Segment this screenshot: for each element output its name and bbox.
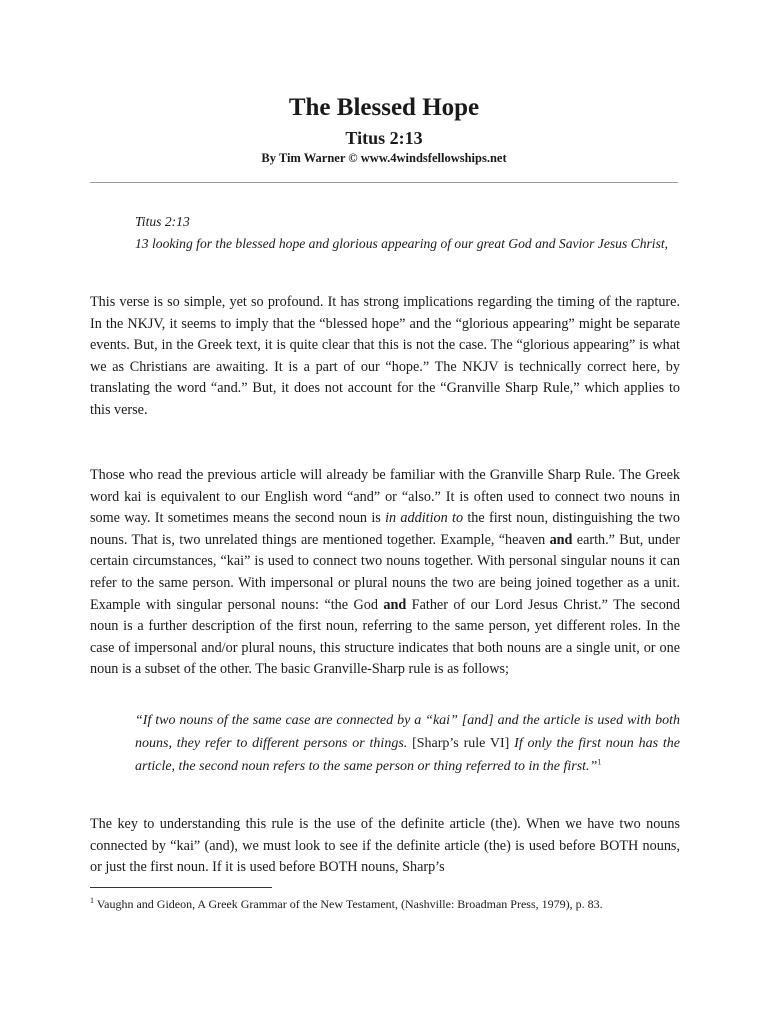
footnote-divider [90,887,272,888]
paragraph-text: Father of our Lord Jesus Christ.” The second noun is a further description of the first noun, referring to the same person, yet different roles. In the case of impersonal and/or plural nouns, this structure indicates that both nouns are a single unit, or one noun is a subset of the other. The basic Granville-Sharp rule is as follows; [90,596,680,678]
paragraph-text: Those who read the previous article will already be familiar with the Granville Sharp Rule. The Greek word kai is equivalent to our English word “and” or “also.” It is often used to connect two nouns in some way. It sometimes means the second noun is [90,467,680,527]
paragraph-bold: and [383,596,407,613]
document-subtitle: Titus 2:13 [345,128,423,148]
quote-citation: [Sharp’s rule VI] [407,736,515,751]
footnote-text: Vaughn and Gideon, A Greek Grammar of the New Testament, (Nashville: Broadman Press, 1979), p. 83. [94,897,603,911]
scripture-reference: Titus 2:13 [135,214,190,229]
paragraph-text: the first noun, distinguishing the two nouns. That is, two unrelated things are mentioned together. Example, “heaven [90,510,680,548]
paragraph-definite-article: The key to understanding this rule is the use of the definite article (the). When we have two nouns connected by “kai” (and), we must look to see if the definite article (the) is used before BOTH nouns, or just the first noun. If it is used before BOTH nouns, Sharp’s [90,816,680,876]
footnote-reference[interactable]: 1 [597,757,602,767]
paragraph-text: earth.” But, under certain circumstances, “kai” is used to connect two nouns together. With personal singular nouns it can refer to the same person. With impersonal or plural nouns the two are being joined together as a unit. Example with singular personal nouns: “the God [90,531,680,613]
paragraph-intro: This verse is so simple, yet so profound. It has strong implications regarding the timing of the rapture. In the NKJV, it seems to imply that the “blessed hope” and the “glorious appearing” might be separate events. But, in the Greek text, it is quite clear that this is not the case. The “glorious appearing” is what we as Christians are awaiting. It is a part of our “hope.” The NKJV is technically correct here, by translating the word “and.” But, it does not account for the “Granville Sharp Rule,” which applies to this verse. [90,294,680,418]
paragraph-bold: and [549,531,573,548]
rule-quote [135,709,680,778]
quote-text: “If two nouns of the same case are connected by a “kai” [and] and the article is used with both nouns, they refer to different persons or things. [135,713,680,751]
document-title: The Blessed Hope [288,94,480,121]
quote-text: If only the first noun has the article, the second noun refers to the same person or thing referred to in the first.” [135,736,680,774]
scripture-text: 13 looking for the blessed hope and glorious appearing of our great God and Savior Jesus Christ, [135,235,669,251]
author-byline: By Tim Warner © www.4windsfellowships.net [261,151,507,165]
footnote [90,895,690,914]
header-divider [90,182,678,183]
paragraph-emphasis: in addition to [385,510,464,527]
footnote-mark: 1 [90,896,94,905]
paragraph-granville-sharp [90,465,680,681]
scripture-block [135,211,680,254]
